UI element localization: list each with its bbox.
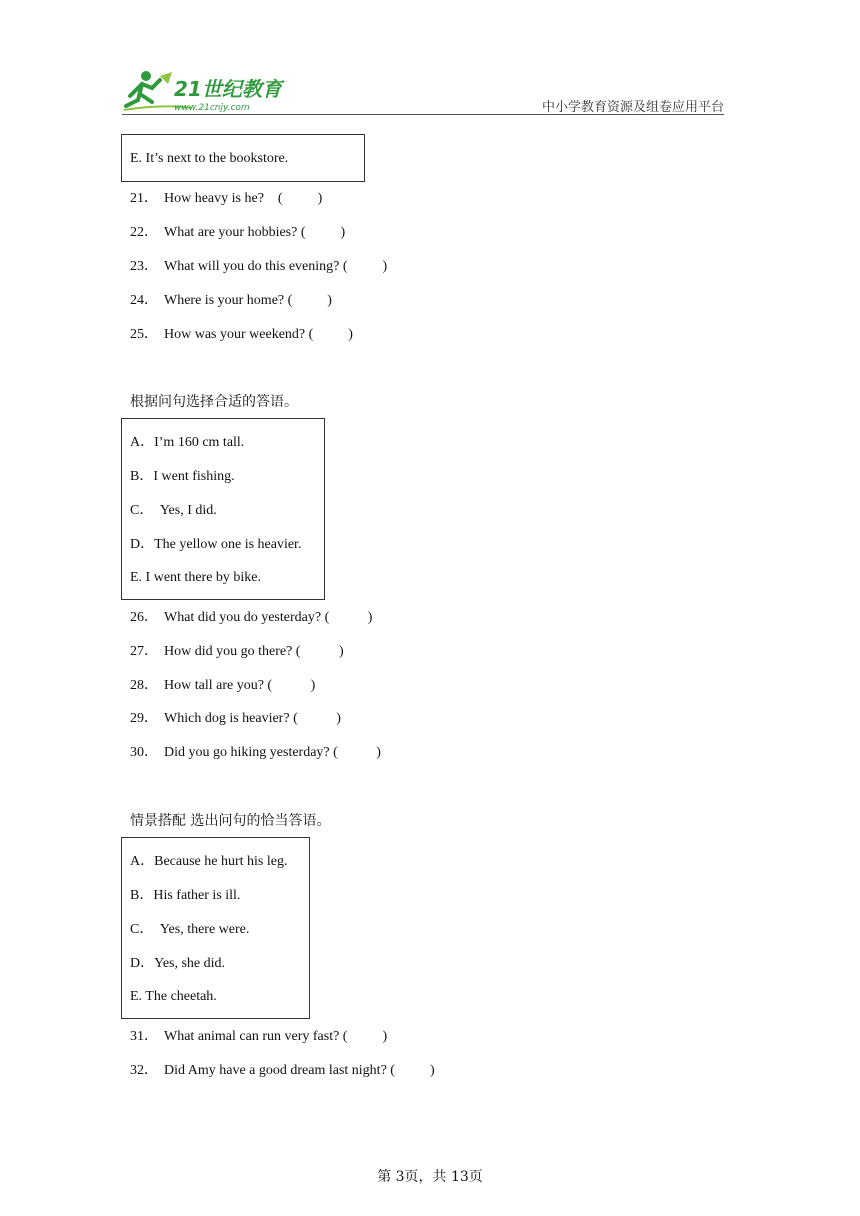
question-number: 23． — [130, 259, 158, 274]
question-item — [130, 326, 353, 344]
question-text: How heavy is he? ( ) — [164, 191, 323, 206]
options-box-top — [121, 134, 365, 182]
logo-runner-icon — [122, 66, 292, 114]
logo-text: 21世纪教育 — [174, 77, 282, 101]
logo-url-text: www.21cnjy.com — [174, 103, 250, 113]
question-text: What did you do yesterday? ( ) — [164, 610, 373, 625]
question-item — [130, 258, 387, 276]
question-number: 31． — [130, 1029, 158, 1044]
option-b: B．His father is ill. — [130, 888, 241, 903]
question-item — [130, 609, 372, 627]
question-number: 29． — [130, 711, 158, 726]
question-text: What are your hobbies? ( ) — [164, 225, 346, 240]
question-number: 24． — [130, 293, 158, 308]
option-c: C． Yes, there were. — [130, 922, 250, 937]
question-text: How did you go there? ( ) — [164, 644, 344, 659]
section-title-c: 情景搭配 选出问句的恰当答语。 — [130, 813, 331, 829]
question-text: What animal can run very fast? ( ) — [164, 1029, 388, 1044]
option-e: E. I went there by bike. — [130, 570, 262, 585]
header-platform-name: 中小学教育资源及组卷应用平台 — [541, 100, 724, 115]
question-number: 28． — [130, 678, 158, 693]
question-number: 22． — [130, 225, 158, 240]
question-item — [130, 1028, 387, 1046]
section-title-b: 根据问句选择合适的答语。 — [130, 394, 298, 410]
question-number: 27． — [130, 644, 158, 659]
question-item — [130, 190, 322, 208]
option-e-top: E. It’s next to the bookstore. — [130, 151, 289, 166]
question-item — [130, 677, 315, 695]
option-e: E. The cheetah. — [130, 989, 217, 1004]
options-box-b — [121, 418, 325, 600]
question-number: 25． — [130, 327, 158, 342]
logo — [122, 66, 292, 114]
question-text: Did Amy have a good dream last night? ( ) — [164, 1063, 435, 1078]
page-number: 第 3页，共 13页 — [377, 1169, 483, 1185]
question-text: Which dog is heavier? ( ) — [164, 711, 341, 726]
question-number: 30． — [130, 745, 158, 760]
question-text: What will you do this evening? ( ) — [164, 259, 388, 274]
question-item — [130, 1062, 435, 1080]
question-item — [130, 292, 332, 310]
question-text: Where is your home? ( ) — [164, 293, 332, 308]
question-item — [130, 744, 381, 762]
question-number: 26． — [130, 610, 158, 625]
page-header — [122, 66, 724, 116]
option-d: D．Yes, she did. — [130, 956, 226, 971]
question-item — [130, 643, 344, 661]
option-b: B．I went fishing. — [130, 469, 235, 484]
question-item — [130, 710, 341, 728]
option-a: A．Because he hurt his leg. — [130, 854, 288, 869]
option-c: C． Yes, I did. — [130, 503, 217, 518]
question-number: 21． — [130, 191, 158, 206]
option-d: D．The yellow one is heavier. — [130, 537, 302, 552]
question-number: 32． — [130, 1063, 158, 1078]
option-a: A．I’m 160 cm tall. — [130, 435, 245, 450]
question-text: How tall are you? ( ) — [164, 678, 316, 693]
question-text: How was your weekend? ( ) — [164, 327, 353, 342]
question-text: Did you go hiking yesterday? ( ) — [164, 745, 381, 760]
header-divider — [122, 114, 724, 115]
options-box-c — [121, 837, 310, 1019]
question-item — [130, 224, 345, 242]
